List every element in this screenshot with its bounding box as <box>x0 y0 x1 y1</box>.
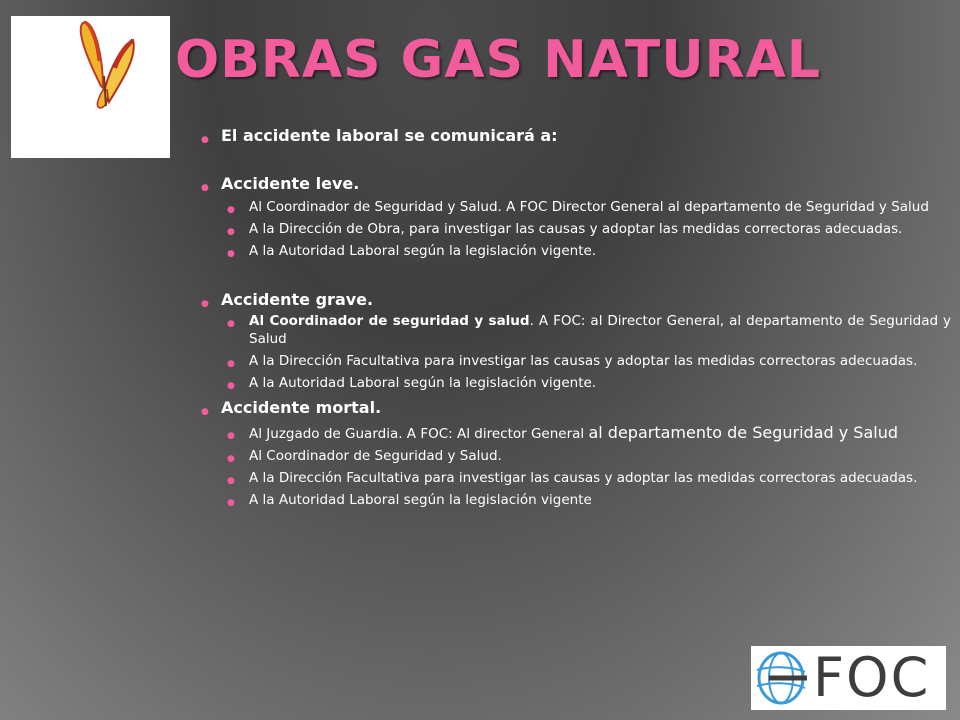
leve-heading-text: Accidente leve. <box>221 174 360 193</box>
mortal-item <box>225 469 951 487</box>
leve-item <box>225 198 951 216</box>
bullet-icon: ● <box>201 135 209 145</box>
grave-item <box>225 312 951 348</box>
slide-content <box>199 126 951 509</box>
leve-item-text: A la Autoridad Laboral según la legislación vigente. <box>249 243 597 259</box>
bullet-icon: ● <box>201 299 209 309</box>
bullet-icon: ● <box>201 183 209 193</box>
bullet-icon: ● <box>227 205 235 215</box>
intro-text: El accidente laboral se comunicará a: <box>221 126 558 145</box>
bullet-icon: ● <box>201 407 209 417</box>
grave-item <box>225 352 951 370</box>
bullet-icon: ● <box>227 249 235 259</box>
mortal-item-text: Al Coordinador de Seguridad y Salud. <box>249 448 502 464</box>
grave-item-bold-text: Al Coordinador de seguridad y salud <box>249 313 530 329</box>
bullet-icon: ● <box>227 454 235 464</box>
intro-item <box>199 126 951 146</box>
foc-logo-text: FOC <box>813 646 931 709</box>
section-leve-heading <box>199 174 951 194</box>
mortal-item-text: A la Dirección Facultativa para investigar las causas y adoptar las medidas correctoras adecuadas. <box>249 470 918 486</box>
page-title: OBRAS GAS NATURAL <box>175 30 822 90</box>
butterfly-icon <box>11 16 170 158</box>
section-grave-heading <box>199 290 951 310</box>
mortal-item-large-text: al departamento de Seguridad y Salud <box>588 423 899 442</box>
bullet-icon: ● <box>227 498 235 508</box>
mortal-item <box>225 491 951 509</box>
grave-item <box>225 374 951 392</box>
leve-item <box>225 220 951 238</box>
leve-item <box>225 242 951 260</box>
section-mortal-heading <box>199 398 951 418</box>
mortal-item-text: Al Juzgado de Guardia. A FOC: Al director General <box>249 426 589 442</box>
bullet-icon: ● <box>227 359 235 369</box>
mortal-heading-text: Accidente mortal. <box>221 398 382 417</box>
mortal-item <box>225 447 951 465</box>
bullet-icon: ● <box>227 227 235 237</box>
leve-item-text: Al Coordinador de Seguridad y Salud. A FOC Director General al departamento de Seguridad y Salud <box>249 199 929 215</box>
grave-heading-text: Accidente grave. <box>221 290 374 309</box>
bullet-icon: ● <box>227 431 235 441</box>
mortal-item-text: A la Autoridad Laboral según la legislación vigente <box>249 492 592 508</box>
foc-logo <box>751 646 946 710</box>
bullet-icon: ● <box>227 381 235 391</box>
mortal-item <box>225 424 951 443</box>
bullet-icon: ● <box>227 476 235 486</box>
bullet-icon: ● <box>227 319 235 329</box>
grave-item-text: A la Autoridad Laboral según la legislación vigente. <box>249 375 597 391</box>
grave-item-text: A la Dirección Facultativa para investigar las causas y adoptar las medidas correctoras adecuadas. <box>249 353 918 369</box>
leve-item-text: A la Dirección de Obra, para investigar las causas y adoptar las medidas correctoras adecuadas. <box>249 221 903 237</box>
grave-item-text: . A FOC: al Director General, al departamento de Seguridad y Salud <box>249 313 951 347</box>
butterfly-logo <box>11 16 170 158</box>
